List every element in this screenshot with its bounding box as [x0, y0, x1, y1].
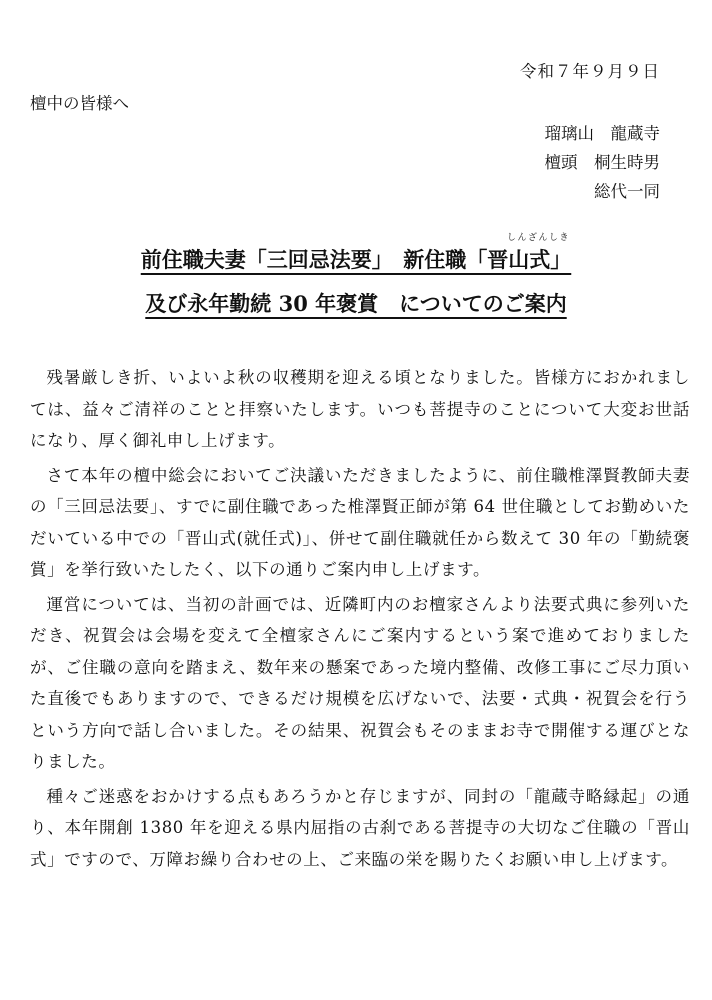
letter-date: 令和７年９月９日 [520, 62, 660, 81]
title-line1-text: 前住職夫妻「三回忌法要」 新住職「晋山式」 [140, 247, 572, 272]
sender-temple: 瑠璃山 龍蔵寺 [544, 124, 660, 143]
sender-block [545, 119, 661, 206]
document-title-line2 [0, 288, 712, 318]
body-paragraph: 残暑厳しき折、いよいよ秋の収穫期を迎える頃となりました。皆様方におかれましては、益々ご清祥のことと拝察いたします。いつも菩提寺のことについて大変お世話になり、厚く御礼申し上げます。 [30, 368, 690, 450]
title-ruby: しんざんしき [507, 233, 571, 243]
title-line2-text: 及び永年勤続 30 年褒賞 についてのご案内 [145, 291, 567, 316]
document-title-line1 [0, 244, 712, 274]
sender-representative: 檀頭 桐生時男 [544, 153, 660, 172]
body-paragraph: さて本年の檀中総会においてご決議いただきましたように、前住職椎澤賢教師夫妻の「三回忌法要」、すでに副住職であった椎澤賢正師が第 64 世住職としてお勤めいただいている中での「晋山式(就任式)」、併せて副住職就任から数えて 30 年の「勤続褒賞」を挙行致いたしたく、以下の通りご案内申し上げます。 [30, 465, 690, 579]
body-paragraph: 運営については、当初の計画では、近隣町内のお檀家さんより法要式典に参列いただき、祝賀会は会場を変えて全檀家さんにご案内するという案で進めておりましたが、ご住職の意向を踏まえ、数年来の懸案であった境内整備、改修工事にご尽力頂いた直後でもありますので、できるだけ規模を広げないで、法要・式典・祝賀会を行うという方向で話し合いました。その結果、祝賀会もそのままお寺で開催する運びとなりました。 [30, 594, 690, 771]
letter-body [30, 362, 690, 878]
body-paragraph: 種々ご迷惑をおかけする点もあろうかと存じますが、同封の「龍蔵寺略縁起」の通り、本年開創 1380 年を迎える県内屈指の古刹である菩提寺の大切なご住職の「晋山式」ですので、万障お繰り合わせの上、ご来臨の栄を賜りたくお願い申し上げます。 [30, 786, 690, 869]
salutation: 檀中の皆様へ [30, 94, 129, 113]
sender-group: 総代一同 [594, 182, 660, 201]
